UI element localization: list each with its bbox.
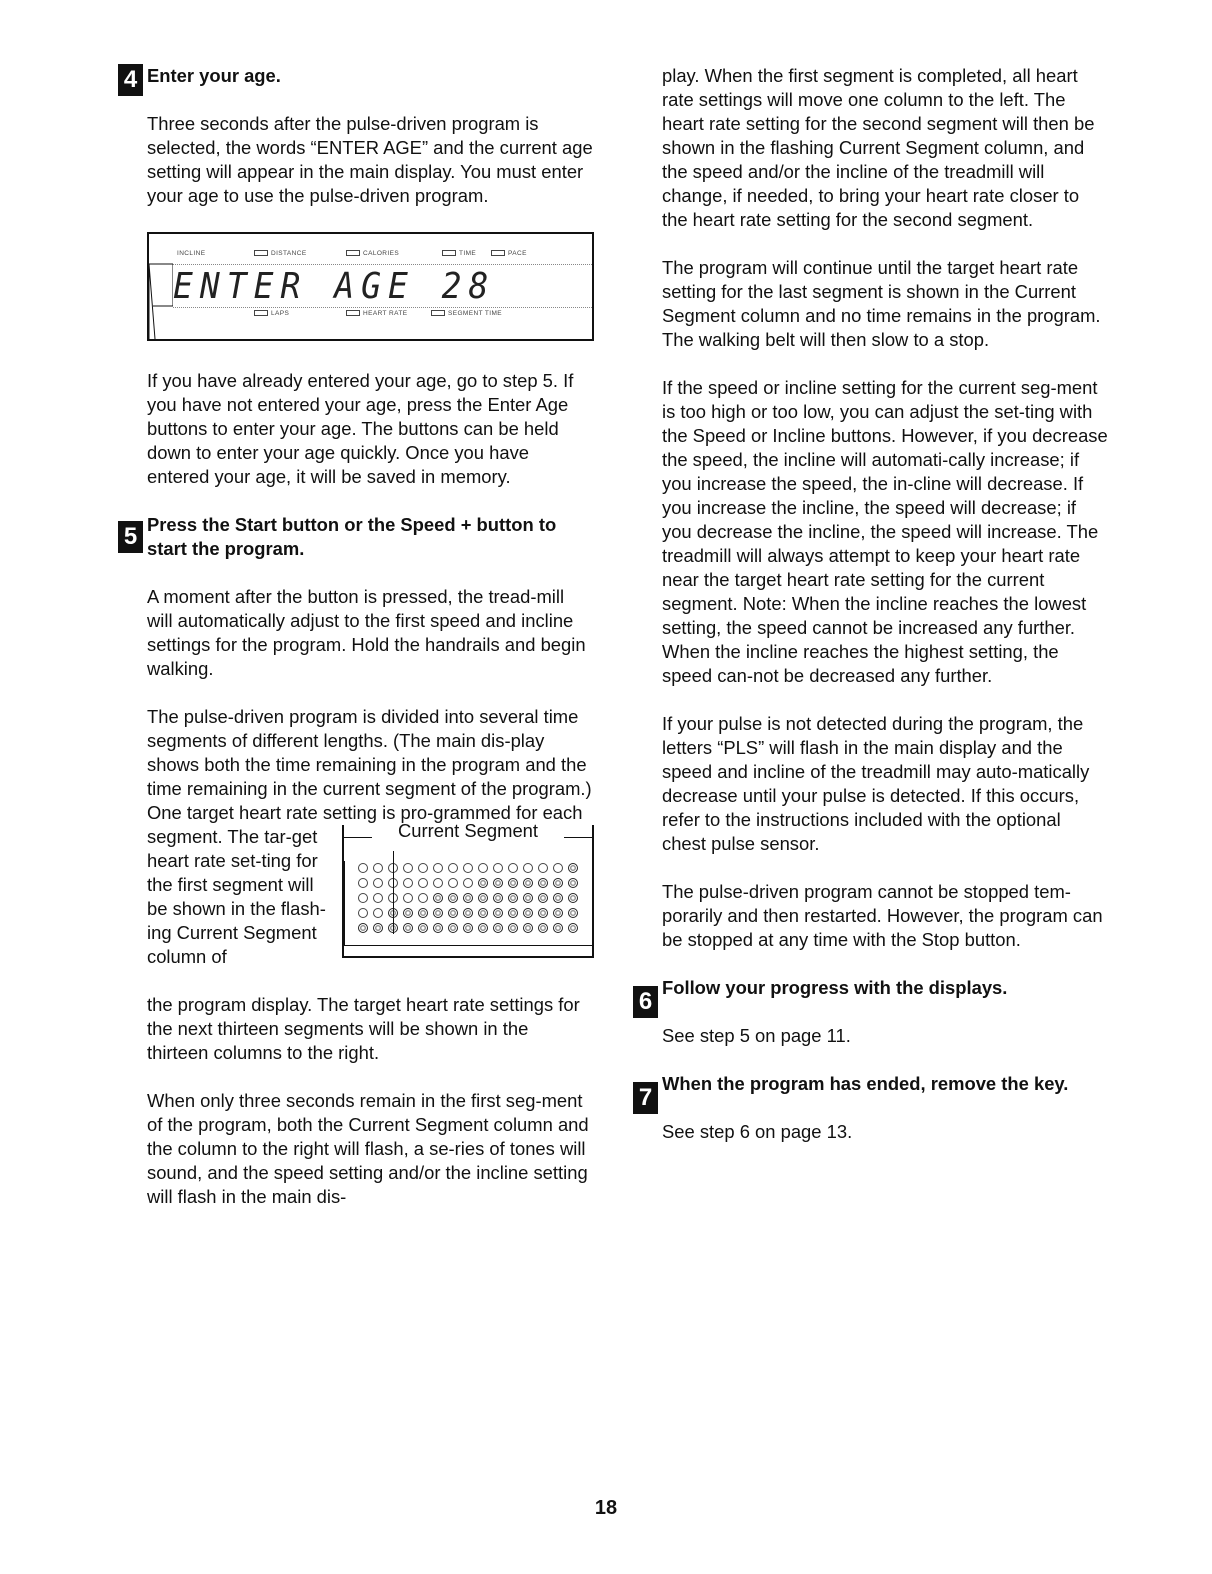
paragraph: See step 6 on page 13. (662, 1121, 853, 1142)
step-title: Enter your age. (147, 65, 281, 86)
indicator-icon (442, 250, 456, 256)
segment-dot (448, 908, 458, 918)
current-segment-marker (393, 851, 394, 934)
segment-dot (523, 923, 533, 933)
lcd-label-text: HEART RATE (363, 310, 408, 317)
segment-dot (478, 893, 488, 903)
segment-dot (493, 908, 503, 918)
paragraph: When only three seconds remain in the first seg-ment of the program, both the Current Segment column and the column to the right will flash, a se-ries of tones will sound, and the speed setting and/or the incline setting will flash in the main dis- (147, 1090, 589, 1207)
segment-dot (448, 923, 458, 933)
lcd-label-segment-time (431, 310, 502, 318)
segment-dot (523, 893, 533, 903)
segment-dot (508, 893, 518, 903)
segment-dot (538, 893, 548, 903)
lcd-label-calories (346, 250, 399, 258)
segment-dot (538, 878, 548, 888)
figure-bottom-strip (344, 945, 592, 956)
figure-title: Current Segment (397, 820, 539, 841)
segment-dot (508, 908, 518, 918)
segment-dot (403, 923, 413, 933)
step-title: When the program has ended, remove the key. (662, 1073, 1069, 1094)
segment-dot (523, 863, 533, 873)
left-column (123, 64, 594, 1233)
step-7 (638, 1072, 1109, 1111)
paragraph: Three seconds after the pulse-driven program is selected, the words “ENTER AGE” and the current age setting will appear in the main display. You must enter your age to use the pulse-driven program. (147, 113, 593, 206)
lcd-label-text: PACE (508, 250, 527, 257)
indicator-icon (346, 250, 360, 256)
figure-left-border (344, 861, 345, 945)
right-column (638, 64, 1109, 1168)
paragraph-wrapped: segment. The tar-get heart rate set-ting for the first segment will be shown in the flash-ing Current Segment column of (147, 826, 326, 967)
paragraph: The pulse-driven program is divided into several time segments of different lengths. (The main dis-play shows both the time remaining in the program and the time remaining in the current segment of the program.) One target heart rate setting is pro-grammed for each (147, 706, 592, 823)
segment-dot (433, 863, 443, 873)
segment-dot (508, 923, 518, 933)
segment-dot (538, 908, 548, 918)
paragraph: See step 5 on page 11. (662, 1025, 851, 1046)
segment-dot (418, 893, 428, 903)
segment-dot (463, 923, 473, 933)
segment-dot (433, 893, 443, 903)
lcd-main-window (173, 264, 592, 308)
indicator-icon (254, 250, 268, 256)
segment-dot (373, 893, 383, 903)
segment-dot (373, 908, 383, 918)
segment-dot (508, 863, 518, 873)
segment-dot (553, 863, 563, 873)
segment-dot (463, 908, 473, 918)
segment-dot (433, 878, 443, 888)
segment-dot (478, 923, 488, 933)
segment-dot (418, 878, 428, 888)
lcd-bevel-icon (149, 254, 173, 339)
step-title: Press the Start button or the Speed + button to start the program. (147, 514, 557, 559)
segment-dot (358, 893, 368, 903)
segment-dot (373, 863, 383, 873)
lcd-label-distance (254, 250, 307, 258)
segment-dot (568, 923, 578, 933)
segment-dot (478, 863, 488, 873)
lcd-label-text: TIME (459, 250, 477, 257)
lcd-label-pace (491, 250, 527, 258)
step-number-badge: 7 (633, 1082, 658, 1114)
segment-dot (448, 893, 458, 903)
paragraph: A moment after the button is pressed, the tread-mill will automatically adjust to the first speed and incline settings for the program. Hold the handrails and begin walking. (147, 586, 586, 679)
segment-dot (568, 908, 578, 918)
lcd-label-text: SEGMENT TIME (448, 310, 503, 317)
segment-dot (493, 863, 503, 873)
paragraph: The program will continue until the target heart rate setting for the last segment is shown in the Current Segment column and no time remains in the program. The walking belt will then slow to a stop. (662, 257, 1101, 350)
step-5 (123, 513, 594, 561)
segment-dot (358, 923, 368, 933)
segment-dot (463, 893, 473, 903)
segment-dot (433, 908, 443, 918)
step-4 (123, 64, 594, 93)
indicator-icon (491, 250, 505, 256)
paragraph: If the speed or incline setting for the current seg-ment is too high or too low, you can adjust the set-ting with the Speed or Incline buttons. However, if you decrease the speed, the incline will automati-cally increase; if you increase the speed, the in-cline will decrease. If you increase the incline, the speed will decrease; if you decrease the incline, the speed will increase. The treadmill will always attempt to keep your heart rate near the target heart rate setting for the current segment. Note: When the incline reaches the lowest setting, the speed cannot be increased any further. When the incline reaches the highest setting, the speed can-not be decreased any further. (662, 377, 1108, 686)
segment-dot (523, 908, 533, 918)
segment-dot (373, 923, 383, 933)
segment-dot (553, 878, 563, 888)
segment-dot (493, 923, 503, 933)
lcd-label-time (442, 250, 476, 258)
segment-dot (553, 893, 563, 903)
lcd-label-incline: INCLINE (177, 250, 206, 257)
paragraph: the program display. The target heart rate settings for the next thirteen segments will be shown in the thirteen columns to the right. (147, 994, 580, 1063)
segment-dot (568, 893, 578, 903)
segment-dot (538, 863, 548, 873)
paragraph: The pulse-driven program cannot be stopped tem-porarily and then restarted. However, the program can be stopped at any time with the Stop button. (662, 881, 1103, 950)
step-number-badge: 4 (118, 64, 143, 96)
paragraph: play. When the first segment is completed, all heart rate settings will move one column to the left. The heart rate setting for the second segment will then be shown in the flashing Current Segment column, and the speed and/or the incline of the treadmill will change, if needed, to bring your heart rate closer to the heart rate setting for the second segment. (662, 65, 1095, 230)
segment-dot (478, 908, 488, 918)
segment-dot (463, 863, 473, 873)
segment-dot (418, 863, 428, 873)
segment-dot (478, 878, 488, 888)
segment-dot (358, 908, 368, 918)
segment-dot (418, 923, 428, 933)
step-6 (638, 976, 1109, 1015)
paragraph: If your pulse is not detected during the program, the letters “PLS” will flash in the main display and the speed and incline of the treadmill may auto-matically decrease until your pulse is detected. If this occurs, refer to the instructions included with the optional chest pulse sensor. (662, 713, 1090, 854)
page-number: 18 (594, 1497, 618, 1519)
segment-dot (538, 923, 548, 933)
lcd-label-text: DISTANCE (271, 250, 307, 257)
segment-dot (403, 878, 413, 888)
segment-dot (463, 878, 473, 888)
segment-dot (493, 878, 503, 888)
segment-dot (448, 878, 458, 888)
segment-dot (448, 863, 458, 873)
step-number-badge: 6 (633, 986, 658, 1018)
segment-dot (523, 878, 533, 888)
segment-dot (553, 923, 563, 933)
lcd-text: ENTER AGE 28 (173, 264, 496, 307)
step-title: Follow your progress with the displays. (662, 977, 1008, 998)
segment-dot (568, 878, 578, 888)
current-segment-figure (342, 820, 594, 958)
lcd-display-figure (147, 232, 594, 341)
paragraph: If you have already entered your age, go to step 5. If you have not entered your age, press the Enter Age buttons to enter your age. The buttons can be held down to enter your age quickly. Once you have entered your age, it will be saved in memory. (147, 370, 574, 487)
indicator-icon (431, 310, 445, 316)
lcd-label-text: CALORIES (363, 250, 400, 257)
segment-wrap (147, 820, 594, 993)
segment-dot (508, 878, 518, 888)
segment-dot (373, 878, 383, 888)
segment-dot (358, 878, 368, 888)
step-number-badge: 5 (118, 521, 143, 553)
segment-dot (403, 863, 413, 873)
segment-dot (568, 863, 578, 873)
segment-dot (403, 908, 413, 918)
segment-dot (358, 863, 368, 873)
lcd-label-laps (254, 310, 289, 318)
segment-dot (403, 893, 413, 903)
indicator-icon (346, 310, 360, 316)
lcd-label-heart-rate (346, 310, 407, 318)
segment-dot (553, 908, 563, 918)
segment-dot (493, 893, 503, 903)
indicator-icon (254, 310, 268, 316)
segment-dot (418, 908, 428, 918)
segment-dot (433, 923, 443, 933)
lcd-label-text: LAPS (271, 310, 290, 317)
